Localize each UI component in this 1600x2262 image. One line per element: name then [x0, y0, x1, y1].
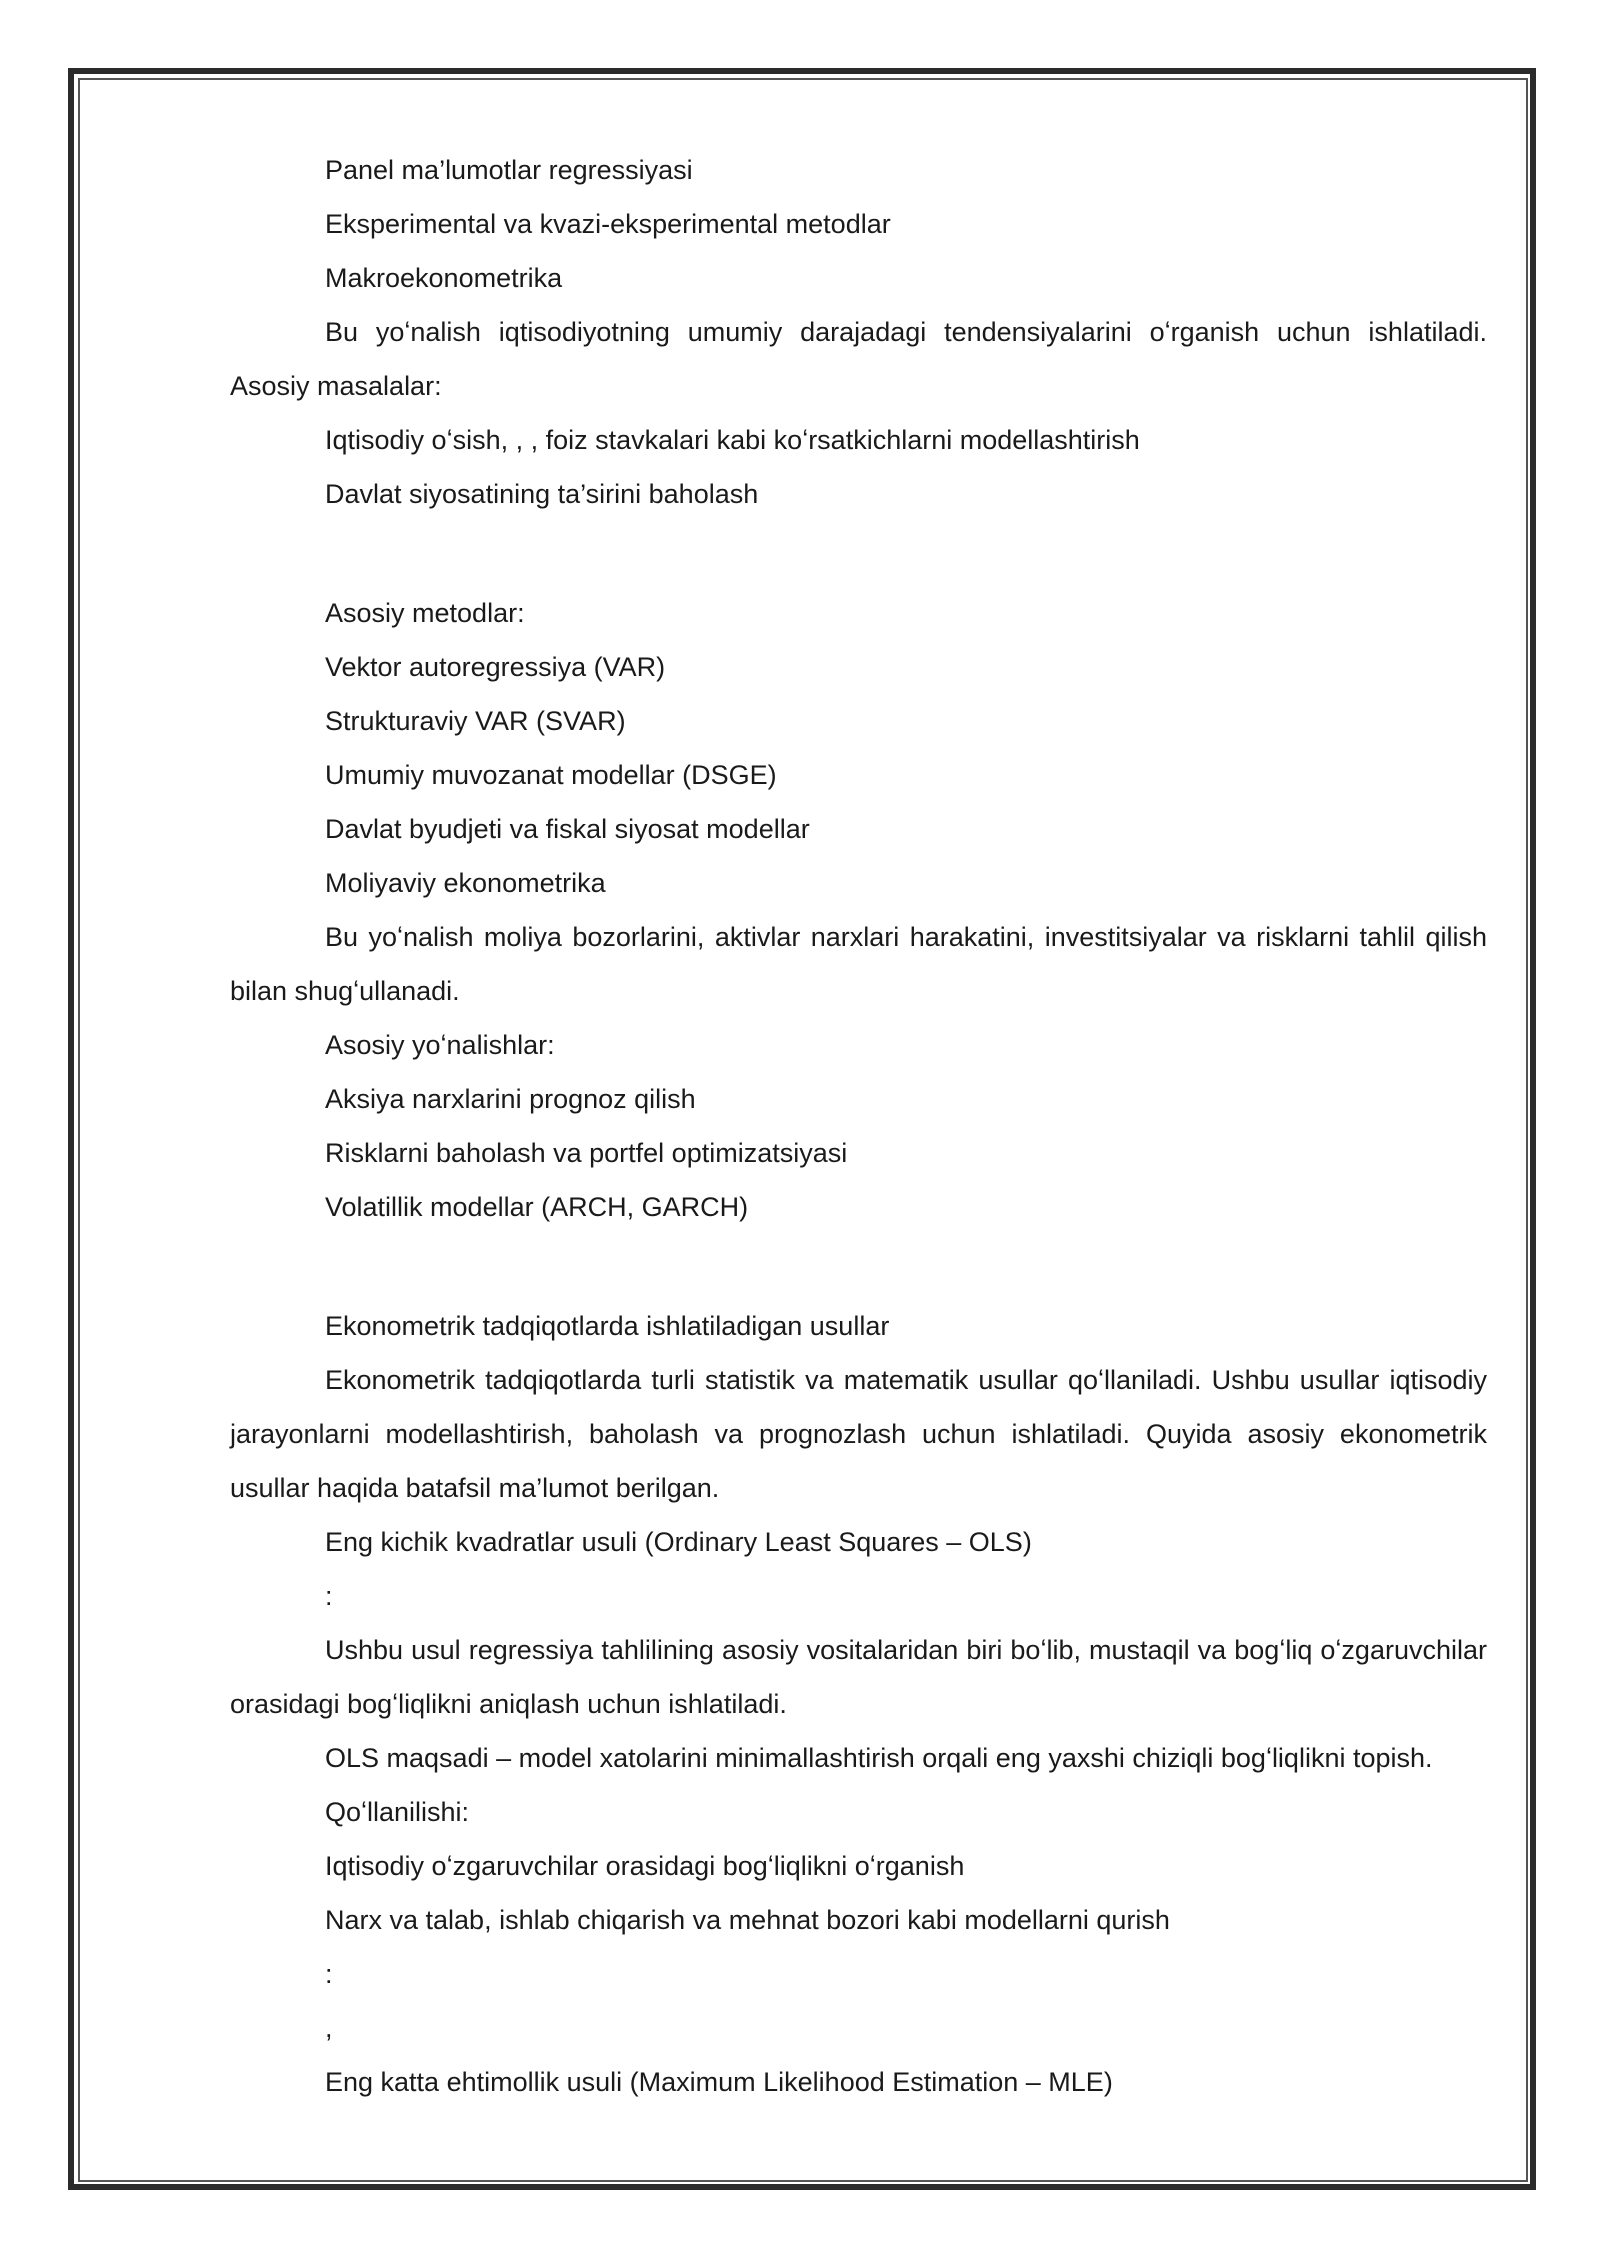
paragraph: Aksiya narxlarini prognoz qilish: [325, 1084, 696, 1114]
paragraph: Ushbu usul regressiya tahlilining asosiy vositalaridan biri boʻlib, mustaqil va bogʻliq oʻzgaruvchilar orasidagi bogʻliqlikni aniqlash uchun ishlatiladi.: [230, 1635, 1487, 1719]
paragraph: Iqtisodiy oʻzgaruvchilar orasidagi bogʻliqlikni oʻrganish: [325, 1851, 965, 1881]
blank-line: [230, 1234, 1487, 1299]
paragraph: Qoʻllanilishi:: [325, 1797, 470, 1827]
paragraph: Eng kichik kvadratlar usuli (Ordinary Least Squares – OLS): [325, 1527, 1032, 1557]
paragraph: Risklarni baholash va portfel optimizatsiyasi: [325, 1138, 848, 1168]
paragraph: Narx va talab, ishlab chiqarish va mehnat bozori kabi modellarni qurish: [325, 1905, 1170, 1935]
paragraph: ,: [325, 2013, 333, 2043]
paragraph: Eksperimental va kvazi-eksperimental metodlar: [325, 209, 891, 239]
paragraph: Bu yoʻnalish iqtisodiyotning umumiy darajadagi tendensiyalarini oʻrganish uchun ishlatiladi. Asosiy masalalar:: [230, 317, 1487, 401]
paragraph: Iqtisodiy oʻsish, , , foiz stavkalari kabi koʻrsatkichlarni modellashtirish: [325, 425, 1140, 455]
paragraph: Bu yoʻnalish moliya bozorlarini, aktivlar narxlari harakatini, investitsiyalar va risklarni tahlil qilish bilan shugʻullanadi.: [230, 922, 1487, 1006]
paragraph: Vektor autoregressiya (VAR): [325, 652, 666, 682]
document-body: [230, 143, 1487, 2109]
paragraph: Umumiy muvozanat modellar (DSGE): [325, 760, 777, 790]
paragraph: Ekonometrik tadqiqotlarda turli statistik va matematik usullar qoʻllaniladi. Ushbu usullar iqtisodiy jarayonlarni modellashtirish, baholash va prognozlash uchun ishlatiladi. Quyida asosiy ekonometrik usullar haqida batafsil ma’lumot berilgan.: [230, 1365, 1487, 1503]
paragraph: :: [325, 1959, 333, 1989]
paragraph: Eng katta ehtimollik usuli (Maximum Likelihood Estimation – MLE): [325, 2067, 1113, 2097]
paragraph: Volatillik modellar (ARCH, GARCH): [325, 1192, 749, 1222]
paragraph: Panel ma’lumotlar regressiyasi: [325, 155, 693, 185]
paragraph: Moliyaviy ekonometrika: [325, 868, 606, 898]
section-heading: Ekonometrik tadqiqotlarda ishlatiladigan usullar: [325, 1311, 890, 1341]
paragraph: Davlat byudjeti va fiskal siyosat modellar: [325, 814, 810, 844]
paragraph: Strukturaviy VAR (SVAR): [325, 706, 626, 736]
paragraph: :: [325, 1581, 333, 1611]
paragraph: Makroekonometrika: [325, 263, 563, 293]
paragraph: Asosiy yoʻnalishlar:: [325, 1030, 555, 1060]
paragraph: OLS maqsadi – model xatolarini minimallashtirish orqali eng yaxshi chiziqli bogʻliqlikni topish.: [325, 1743, 1433, 1773]
paragraph: Asosiy metodlar:: [325, 598, 525, 628]
blank-line: [230, 521, 1487, 586]
paragraph: Davlat siyosatining ta’sirini baholash: [325, 479, 759, 509]
